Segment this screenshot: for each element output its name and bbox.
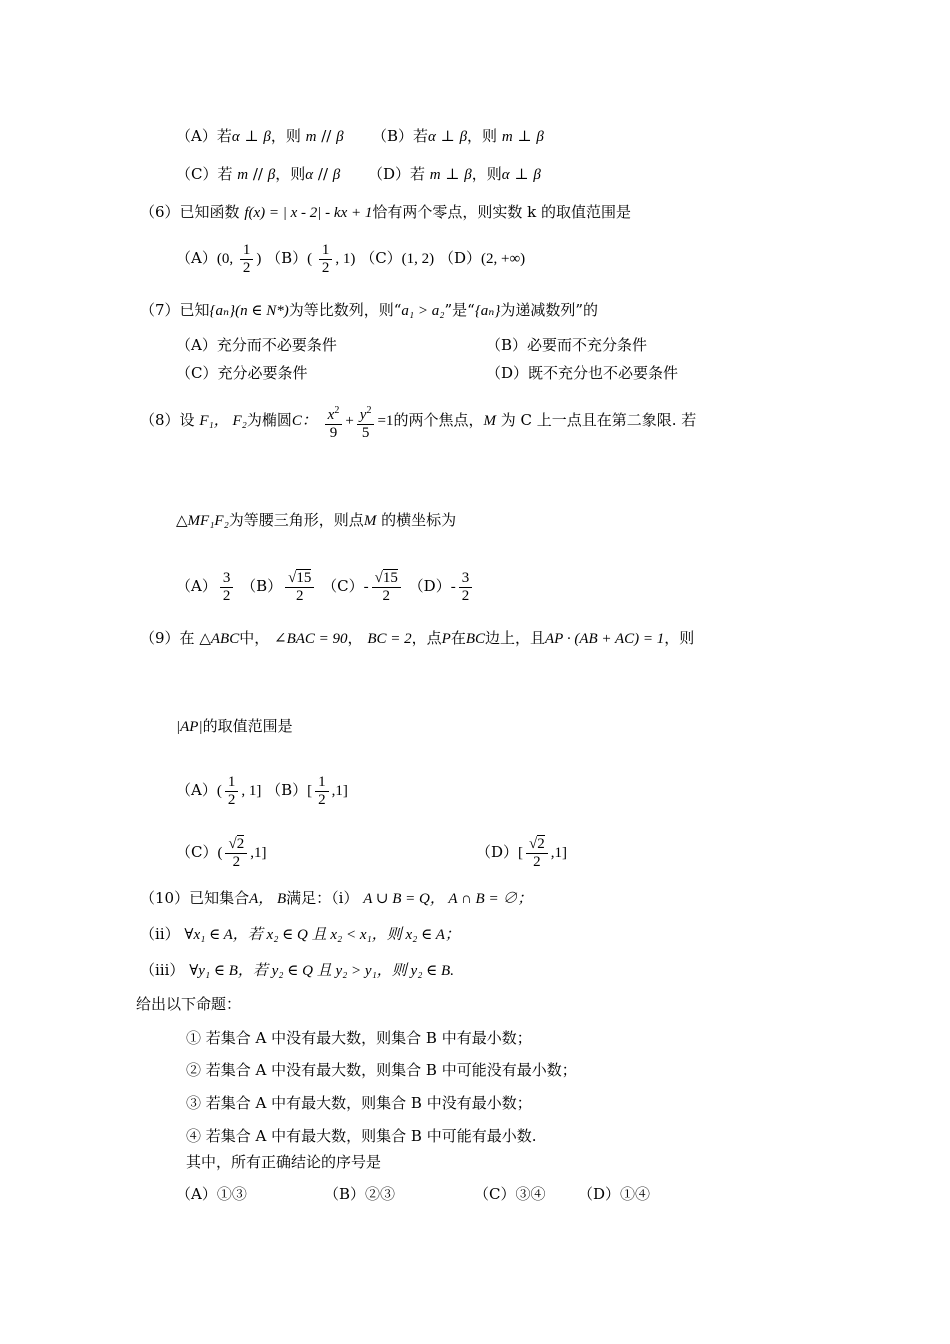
- q10-proposition-1: ① 若集合 A 中没有最大数，则集合 B 中有最小数；: [186, 1029, 532, 1047]
- q10-stem: （10）已知集合A， B满足：（ⅰ） A ∪ B = Q， A ∩ B = ∅；: [140, 889, 533, 907]
- q7-stem: （7）已知{aₙ}(n ∈ N*)为等比数列，则“a₁ > a₂”是“{aₙ}为递减数列”的: [140, 301, 599, 319]
- q10-condition-2: （ⅱ） ∀x₁ ∈ A，若 x₂ ∈ Q 且 x₂ < x₁，则 x₂ ∈ A；: [140, 925, 460, 943]
- q10-option-d: （D）①④: [578, 1185, 651, 1203]
- q10-condition-3: （ⅲ） ∀y₁ ∈ B，若 y₂ ∈ Q 且 y₂ > y₁，则 y₂ ∈ B.: [140, 961, 454, 979]
- q9-option-b: [ $\frac{1}{2}$ ,1]: [307, 774, 348, 809]
- q7-option-a: （A）充分而不必要条件: [176, 336, 337, 354]
- q8-option-d: $\frac{3}{2}$: [459, 570, 473, 605]
- q9-line2: |AP|的取值范围是: [176, 717, 293, 735]
- q7-option-d: （D）既不充分也不必要条件: [486, 364, 679, 382]
- q6-function: f(x) = | x - 2| - kx + 1: [244, 205, 373, 221]
- q10-ask: 其中，所有正确结论的序号是: [186, 1153, 382, 1171]
- q10-proposition-2: ② 若集合 A 中没有最大数，则集合 B 中可能没有最小数；: [186, 1061, 577, 1079]
- q6-stem: （6）已知函数 f(x) = | x - 2| - kx + 1恰有两个零点，则实数 k 的取值范围是: [140, 203, 631, 221]
- q8-option-b: $\frac{√15}{2}$: [285, 570, 314, 605]
- q9-options-ab: （A）( $\frac{1}{2}$ , 1] （B）[ $\frac{1}{2}$ ,1]: [176, 774, 348, 809]
- q7-option-b: （B）必要而不充分条件: [486, 336, 648, 354]
- q9-option-d: （D）[ $\frac{√2}{2}$ ,1]: [476, 836, 568, 871]
- q8-line2: △MF₁F₂为等腰三角形，则点M 的横坐标为: [176, 511, 457, 529]
- q10-option-c: （C）③④: [474, 1185, 546, 1203]
- q9-stem: （9）在 △ABC中， ∠BAC = 90， BC = 2，点P在BC边上，且AP · (AB + AC) = 1，则: [140, 629, 695, 647]
- q5-option-b: （B）若α ⊥ β，则 m ⊥ β: [372, 127, 544, 145]
- q7-option-c: （C）充分必要条件: [176, 364, 308, 382]
- q8-option-a: $\frac{3}{2}$: [220, 570, 234, 605]
- q5-option-c: （C）若 m // β，则α // β: [176, 165, 341, 183]
- q5-option-d: （D）若 m ⊥ β，则α ⊥ β: [368, 165, 541, 183]
- q6-option-a: (0, $\frac{1}{2}$ ): [216, 242, 262, 277]
- q6-option-b: ( $\frac{1}{2}$ , 1): [307, 242, 356, 277]
- q9-option-c: （C）( $\frac{√2}{2}$ ,1]: [176, 836, 267, 871]
- q6-option-d: (2, +∞): [480, 251, 526, 267]
- q10-option-a: （A）①③: [176, 1185, 247, 1203]
- q6-options: （A）(0, $\frac{1}{2}$ ) （B）( $\frac{1}{2}$ , 1) （C）(1, 2) （D）(2, +∞): [176, 242, 526, 277]
- q8-options: （A） $\frac{3}{2}$ （B） $\frac{√15}{2}$ （C）- $\frac{√15}{2}$ （D）- $\frac{3}{2}$: [176, 566, 475, 607]
- q5-option-a: （A）若α ⊥ β，则 m // β: [176, 127, 344, 145]
- q10-option-b: （B）②③: [324, 1185, 396, 1203]
- q8-ellipse-equation: $\frac{x^2}{9}$ + $\frac{y^2}{5}$ =1: [322, 413, 394, 429]
- q10-proposition-4: ④ 若集合 A 中有最大数，则集合 B 中可能有最小数.: [186, 1127, 537, 1145]
- q10-intro: 给出以下命题：: [136, 995, 242, 1013]
- q8-option-c: $\frac{√15}{2}$: [372, 570, 401, 605]
- q6-option-c: (1, 2): [401, 251, 435, 267]
- q8-stem: （8）设 F₁， F₂为椭圆C： $\frac{x^2}{9}$ + $\frac{y^2}{5}$ =1的两个焦点，M 为 C 上一点且在第二象限. 若: [140, 400, 696, 442]
- q10-proposition-3: ③ 若集合 A 中有最大数，则集合 B 中没有最小数；: [186, 1094, 532, 1112]
- q9-option-a: ( $\frac{1}{2}$ , 1]: [216, 774, 262, 809]
